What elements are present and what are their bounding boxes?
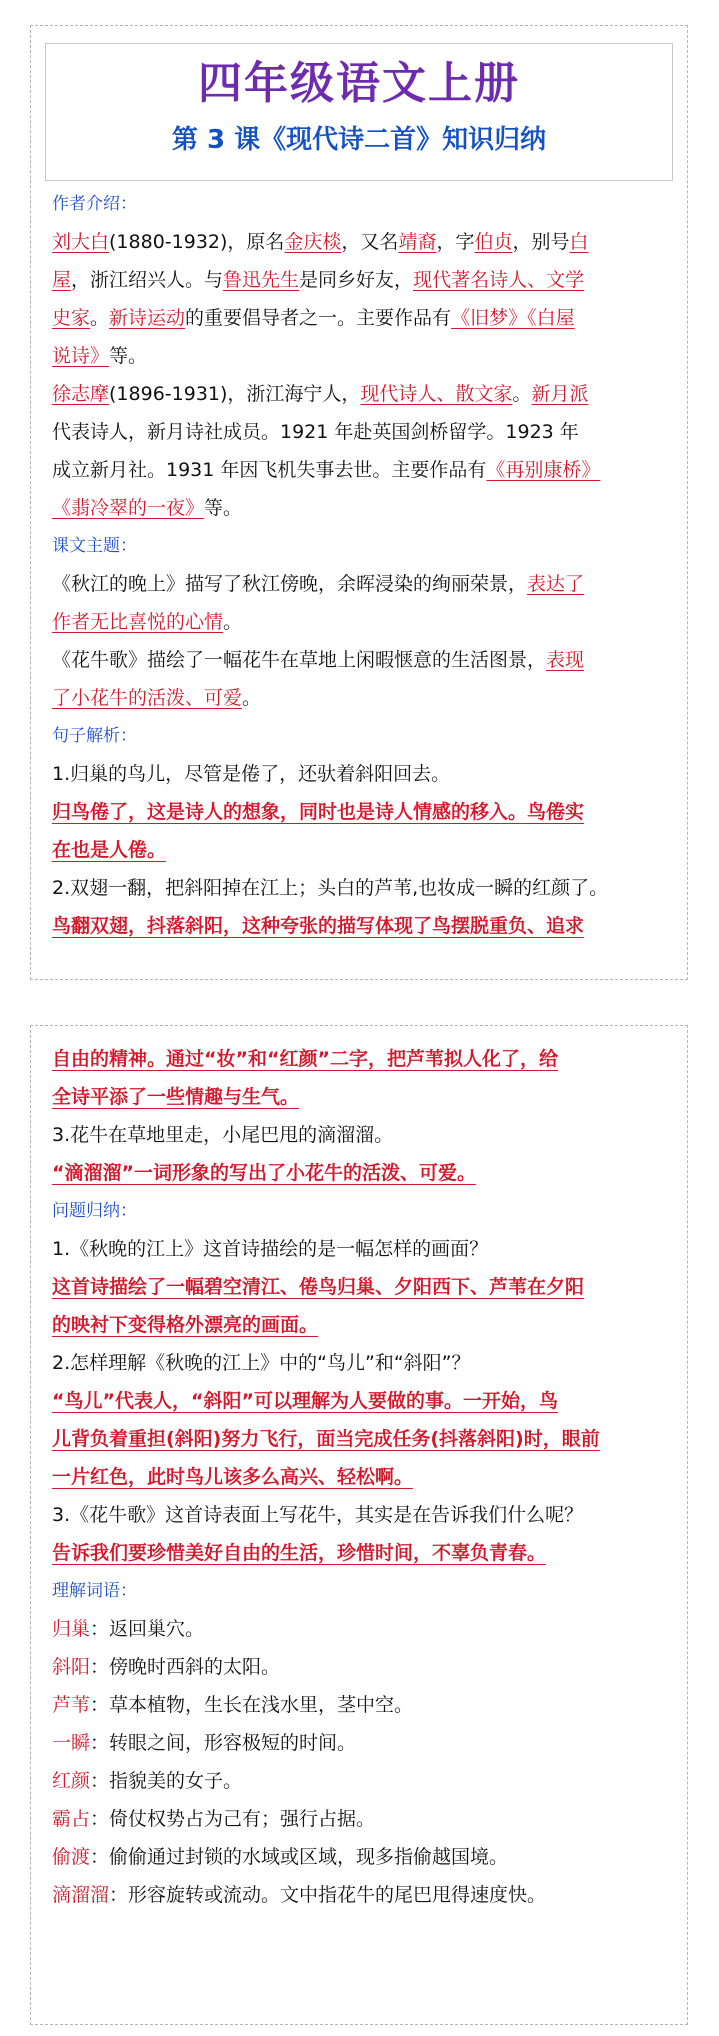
work-title: 《翡冷翠的一夜》 xyxy=(52,497,205,519)
author-role: 现代诗人、散文家 xyxy=(360,383,513,405)
sentence-3: 3.花牛在草地里走，小尾巴甩的滴溜溜。 xyxy=(52,1124,394,1146)
answer-text: “鸟儿”代表人，“斜阳”可以理解为人要做的事。一开始，鸟 xyxy=(52,1390,558,1412)
vocab-def: ：转眼之间，形容极短的时间。 xyxy=(90,1732,357,1754)
pen-name: 白 xyxy=(569,231,589,253)
answer-text: 儿背负着重担(斜阳)努力飞行，面当完成任务(抖落斜阳)时，眼前 xyxy=(52,1428,600,1450)
liu-line-3 xyxy=(52,299,668,337)
theme-line-1 xyxy=(52,565,668,603)
vocab-item xyxy=(52,1724,668,1762)
xu-line-4 xyxy=(52,489,668,527)
analysis-2-line-1 xyxy=(52,907,668,945)
vocab-item xyxy=(52,1876,668,1914)
analysis-text: 自由的精神。通过“妆”和“红颜”二字，把芦苇拟人化了，给 xyxy=(52,1048,558,1070)
analysis-text: 全诗平添了一些情趣与生气。 xyxy=(52,1086,300,1108)
author-role-cont: 史家 xyxy=(52,307,91,329)
sentence-2: 2.双翅一翻，把斜阳掉在江上；头白的芦苇,也妆成一瞬的红颜了。 xyxy=(52,877,609,899)
analysis-3-line-1 xyxy=(52,1154,668,1192)
section-heading-theme: 课文主题： xyxy=(52,536,137,556)
liu-line-2 xyxy=(52,261,668,299)
text: 。 xyxy=(512,383,532,405)
text: (1880-1932)，原名 xyxy=(109,231,285,253)
analysis-text: 归鸟倦了，这是诗人的想象，同时也是诗人情感的移入。鸟倦实 xyxy=(52,801,585,823)
answer-3-line-1 xyxy=(52,1534,668,1572)
vocab-def: ：指貌美的女子。 xyxy=(90,1770,243,1792)
analysis-text: 鸟翻双翅，抖落斜阳，这种夸张的描写体现了鸟摆脱重负、追求 xyxy=(52,915,585,937)
question-1: 1.《秋晚的江上》这首诗描绘的是一幅怎样的画面？ xyxy=(52,1238,489,1260)
alias-name: 靖裔 xyxy=(398,231,437,253)
vocab-term: 霸占 xyxy=(52,1808,91,1830)
text: 是同乡好友， xyxy=(299,269,414,291)
vocab-term: 归巢 xyxy=(52,1618,91,1640)
author-role: 现代著名诗人、文学 xyxy=(413,269,585,291)
text: 等。 xyxy=(204,497,243,519)
vocab-term: 一瞬 xyxy=(52,1732,91,1754)
page-title: 四年级语文上册 xyxy=(198,58,520,109)
pen-name-cont: 屋 xyxy=(52,269,72,291)
text: 《花牛歌》描绘了一幅花牛在草地上闲暇惬意的生活图景， xyxy=(52,649,547,671)
text: 的重要倡导者之一。主要作品有 xyxy=(185,307,452,329)
answer-2-line-1 xyxy=(52,1382,668,1420)
vocab-term: 芦苇 xyxy=(52,1694,91,1716)
answer-1-line-2 xyxy=(52,1306,668,1344)
works-cont: 说诗》 xyxy=(52,345,110,367)
works: 《旧梦》《白屋 xyxy=(451,307,575,329)
text: ，又名 xyxy=(341,231,399,253)
vocab-def: ：倚仗权势占为己有；强行占据。 xyxy=(90,1808,376,1830)
page-subtitle: 第 3 课《现代诗二首》知识归纳 xyxy=(171,125,547,155)
vocab-def: ：偷偷通过封锁的水域或区域，现多指偷越国境。 xyxy=(90,1846,509,1868)
card2-content xyxy=(31,1040,687,1914)
xu-line-2: 代表诗人，新月诗社成员。1921 年赴英国剑桥留学。1923 年 xyxy=(52,421,579,443)
text: ，字 xyxy=(436,231,475,253)
analysis-1-line-2 xyxy=(52,831,668,869)
vocab-def: ：傍晚时西斜的太阳。 xyxy=(90,1656,281,1678)
answer-text: 这首诗描绘了一幅碧空清江、倦鸟归巢、夕阳西下、芦苇在夕阳 xyxy=(52,1276,585,1298)
answer-text: 一片红色，此时鸟儿该多么高兴、轻松啊。 xyxy=(52,1466,414,1488)
courtesy-name: 伯贞 xyxy=(474,231,513,253)
vocab-def: ：返回巢穴。 xyxy=(90,1618,205,1640)
title-box xyxy=(45,43,673,181)
theme-line-2 xyxy=(52,603,668,641)
vocab-def: ：草本植物，生长在浅水里，茎中空。 xyxy=(90,1694,414,1716)
analysis-1-line-1 xyxy=(52,793,668,831)
liu-line-1 xyxy=(52,223,668,261)
theme-line-4 xyxy=(52,679,668,717)
question-2: 2.怎样理解《秋晚的江上》中的“鸟儿”和“斜阳”？ xyxy=(52,1352,471,1374)
theme-line-3 xyxy=(52,641,668,679)
question-3: 3.《花牛歌》这首诗表面上写花牛，其实是在告诉我们什么呢？ xyxy=(52,1504,584,1526)
text: ，浙江绍兴人。与 xyxy=(71,269,224,291)
text: 。 xyxy=(242,687,262,709)
text: ，别号 xyxy=(512,231,570,253)
xu-line-1 xyxy=(52,375,668,413)
vocab-item xyxy=(52,1762,668,1800)
analysis-2-line-3 xyxy=(52,1078,668,1116)
orig-name: 金庆棪 xyxy=(284,231,342,253)
lu-xun: 鲁迅先生 xyxy=(223,269,300,291)
analysis-2-line-2 xyxy=(52,1040,668,1078)
vocab-item xyxy=(52,1800,668,1838)
vocab-term: 偷渡 xyxy=(52,1846,91,1868)
text: (1896-1931)，浙江海宁人， xyxy=(109,383,361,405)
card1-content xyxy=(31,185,687,945)
answer-text: 告诉我们要珍惜美好自由的生活，珍惜时间，不辜负青春。 xyxy=(52,1542,547,1564)
liu-line-4 xyxy=(52,337,668,375)
vocab-item xyxy=(52,1648,668,1686)
theme-highlight: 表达了 xyxy=(527,573,585,595)
section-heading-questions: 问题归纳： xyxy=(52,1201,137,1221)
vocab-term: 斜阳 xyxy=(52,1656,91,1678)
vocab-def: ：形容旋转或流动。文中指花牛的尾巴甩得速度快。 xyxy=(109,1884,547,1906)
vocab-term: 红颜 xyxy=(52,1770,91,1792)
analysis-text: 在也是人倦。 xyxy=(52,839,167,861)
answer-2-line-2 xyxy=(52,1420,668,1458)
text: 《秋江的晚上》描写了秋江傍晚，余晖浸染的绚丽荣景， xyxy=(52,573,528,595)
text: 。 xyxy=(90,307,110,329)
work-title: 《再别康桥》 xyxy=(486,459,601,481)
answer-text: 的映衬下变得格外漂亮的画面。 xyxy=(52,1314,319,1336)
xu-line-3 xyxy=(52,451,668,489)
vocab-term: 滴溜溜 xyxy=(52,1884,110,1906)
text: 。 xyxy=(223,611,243,633)
author-name: 刘大白 xyxy=(52,231,110,253)
section-heading-authors: 作者介绍： xyxy=(52,194,137,214)
author-name: 徐志摩 xyxy=(52,383,110,405)
answer-1-line-1 xyxy=(52,1268,668,1306)
notes-card-2 xyxy=(30,1025,688,2025)
theme-highlight: 了小花牛的活泼、可爱 xyxy=(52,687,243,709)
notes-card-1 xyxy=(30,25,688,980)
theme-highlight: 作者无比喜悦的心情 xyxy=(52,611,224,633)
vocab-item xyxy=(52,1838,668,1876)
analysis-text: “滴溜溜”一词形象的写出了小花牛的活泼、可爱。 xyxy=(52,1162,476,1184)
answer-2-line-3 xyxy=(52,1458,668,1496)
movement: 新诗运动 xyxy=(109,307,186,329)
section-heading-vocabulary: 理解词语： xyxy=(52,1581,137,1601)
poetry-school: 新月派 xyxy=(531,383,589,405)
vocab-item xyxy=(52,1610,668,1648)
section-heading-sentences: 句子解析： xyxy=(52,726,137,746)
text: 成立新月社。1931 年因飞机失事去世。主要作品有 xyxy=(52,459,487,481)
sentence-1: 1.归巢的鸟儿，尽管是倦了，还驮着斜阳回去。 xyxy=(52,763,451,785)
text: 等。 xyxy=(109,345,148,367)
theme-highlight: 表现 xyxy=(546,649,585,671)
vocab-item xyxy=(52,1686,668,1724)
